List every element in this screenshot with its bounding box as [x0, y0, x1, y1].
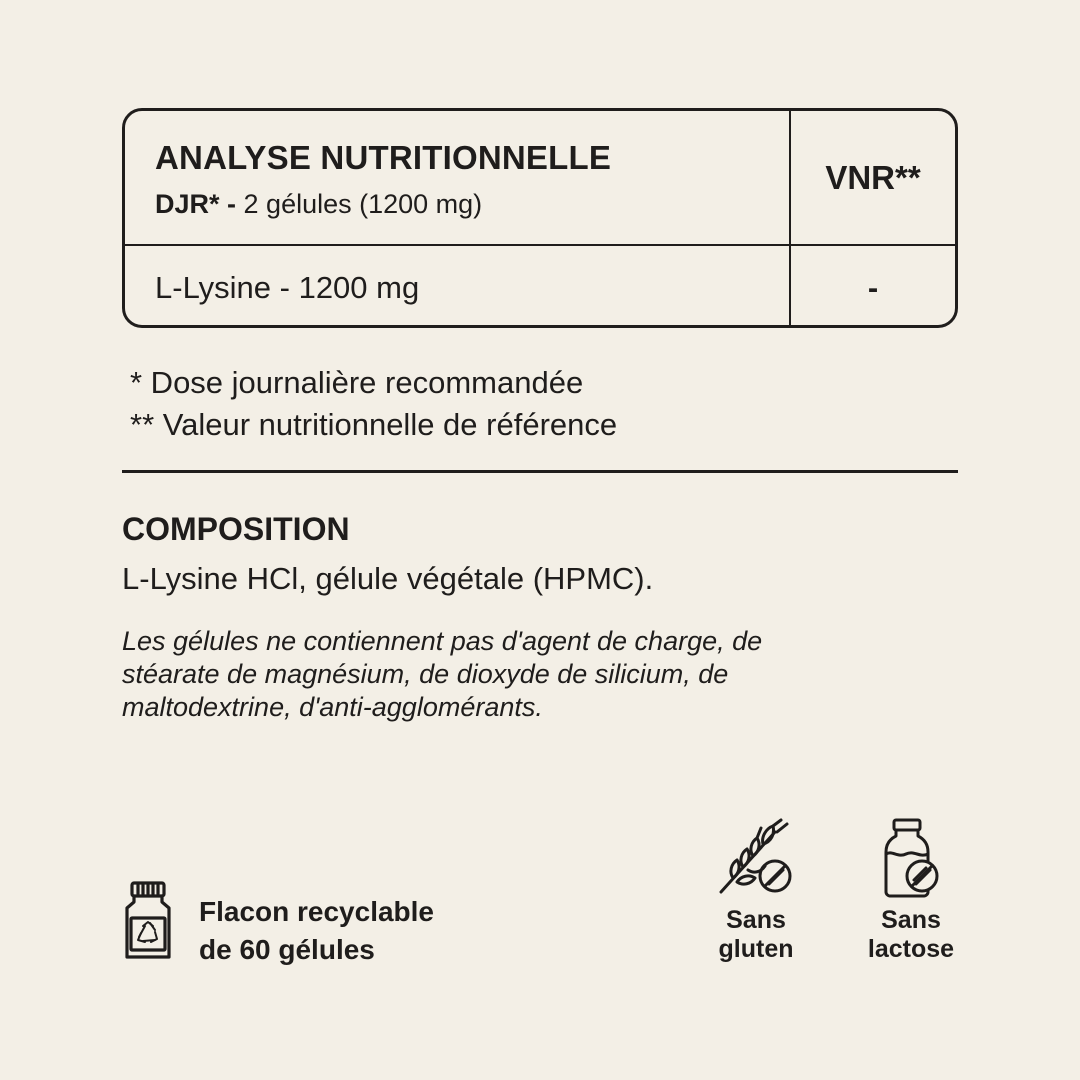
- composition-note-line: maltodextrine, d'anti-agglomérants.: [122, 692, 543, 722]
- composition-text: L-Lysine HCl, gélule végétale (HPMC).: [122, 561, 654, 596]
- footnote-vnr: ** Valeur nutritionnelle de référence: [130, 407, 618, 442]
- badge-gluten-label: [700, 906, 812, 964]
- badge-gluten-line-1: Sans: [726, 906, 786, 934]
- table-row: [125, 246, 955, 325]
- flacon-text: [199, 893, 434, 969]
- flacon-line-2: de 60 gélules: [199, 934, 375, 965]
- badge-lactose-free: [855, 818, 967, 964]
- no-gluten-icon: [700, 818, 812, 898]
- vnr-header: VNR**: [825, 159, 921, 196]
- badge-lactose-label: [855, 906, 967, 964]
- djr-label: DJR* -: [155, 189, 237, 219]
- footnote-djr: * Dose journalière recommandée: [130, 365, 584, 400]
- flacon-line-1: Flacon recyclable: [199, 896, 435, 927]
- badge-lactose-line-2: lactose: [867, 935, 955, 963]
- ingredient-cell: L-Lysine - 1200 mg: [155, 270, 420, 305]
- badge-gluten-line-2: gluten: [718, 935, 794, 963]
- composition-note-line: Les gélules ne contiennent pas d'agent de charge, de: [122, 626, 763, 656]
- composition-note: [122, 625, 922, 724]
- composition-title: COMPOSITION: [122, 511, 350, 547]
- vnr-cell: -: [867, 270, 879, 305]
- badge-gluten-free: [700, 818, 812, 964]
- nutrition-table: [122, 108, 958, 328]
- table-subtitle: [155, 189, 482, 220]
- footnotes: [130, 362, 617, 446]
- table-title: ANALYSE NUTRITIONNELLE: [155, 139, 612, 176]
- table-header-row: [125, 111, 955, 246]
- composition-note-line: stéarate de magnésium, de dioxyde de silicium, de: [122, 659, 729, 689]
- recyclable-bottle-icon: [122, 880, 174, 962]
- djr-value: 2 gélules (1200 mg): [243, 189, 483, 219]
- section-divider: [122, 470, 958, 473]
- badge-lactose-line-1: Sans: [881, 906, 941, 934]
- no-lactose-icon: [855, 818, 967, 898]
